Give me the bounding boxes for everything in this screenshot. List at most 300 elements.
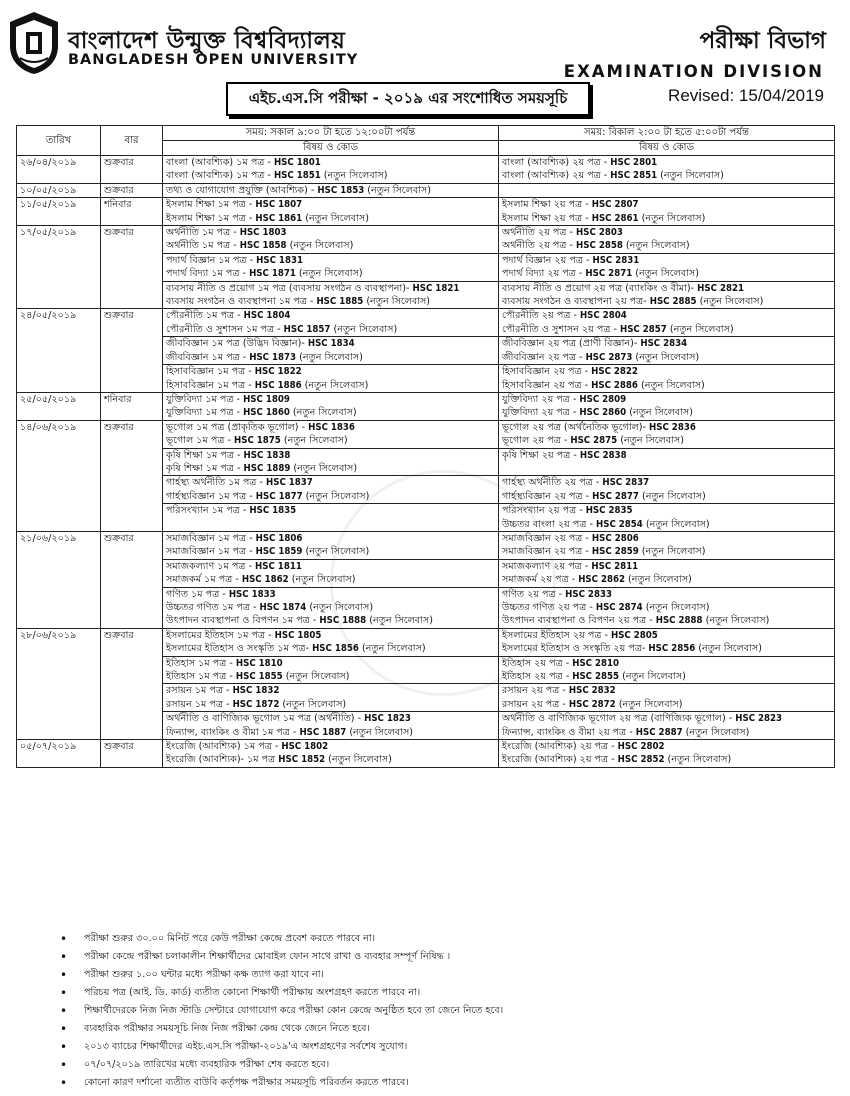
subject-code: HSC 2875 [570, 435, 618, 447]
subject-line [502, 504, 831, 517]
subject-line [166, 614, 495, 627]
subject-line [502, 642, 831, 655]
exam-day: শুক্রবার [101, 156, 163, 184]
subject-name: ইসলামের ইতিহাস ও সংস্কৃতি ১ম পত্র- [166, 643, 313, 655]
syllabus-note: (নতুন সিলেবাস) [638, 546, 706, 558]
revised-date: Revised: 15/04/2019 [668, 86, 824, 105]
subject-name: ইতিহাস ১ম পত্র - [166, 671, 236, 683]
subject-line [166, 282, 495, 295]
subject-name: বাংলা (আবশ্যিক) ২য় পত্র - [502, 170, 611, 182]
subject-code: HSC 1822 [254, 366, 302, 378]
subject-code: HSC 2885 [649, 296, 697, 308]
subject-name: সমাজবিজ্ঞান ২য় পত্র - [502, 546, 592, 558]
subject-name: ইতিহাস ২য় পত্র - [502, 671, 573, 683]
subject-line [166, 629, 495, 642]
subject-name: ব্যবসায় নীতি ও প্রয়োগ ১ম পত্র (ব্যবসায় সংগঠন ও ব্যবস্থাপনা)- [166, 282, 413, 294]
subject-name: রসায়ন ২য় পত্র - [502, 698, 569, 710]
subject-line [166, 393, 495, 406]
subject-name: অর্থনীতি ১ম পত্র - [166, 227, 240, 239]
note-item: • শিক্ষার্থীদেরকে নিজ নিজ স্টাডি সেন্টারে যোগাযোগ করে পরীক্ষা কোন কেন্দ্রে অনুষ্ঠিত হবে তা জেনে নিতে হবে। [60, 1002, 820, 1020]
subject-name: ইসলাম শিক্ষা ১ম পত্র - [166, 199, 256, 211]
syllabus-note: (নতুন সিলেবাস) [320, 170, 388, 182]
subject-code: HSC 1872 [232, 698, 280, 710]
subject-name: ভূগোল ২য় পত্র - [502, 435, 571, 447]
subject-line [502, 560, 831, 573]
subject-name: ভূগোল ১ম পত্র (প্রাকৃতিক ভূগোল) - [166, 421, 309, 433]
note-item: • পরীক্ষা শুরুর ৩০.০০ মিনিট পরে কেউ পরীক্ষা কেন্দ্রে প্রবেশ করতে পারবে না। [60, 930, 820, 948]
subject-line [502, 490, 831, 503]
afternoon-subjects [499, 392, 835, 420]
subject-line [502, 198, 831, 211]
morning-subjects [163, 476, 499, 504]
afternoon-subjects [499, 183, 835, 197]
subject-line [166, 642, 495, 655]
subject-code: HSC 1888 [319, 615, 367, 627]
subject-line [166, 753, 495, 766]
subject-code: HSC 2837 [602, 477, 650, 489]
subject-code: HSC 2832 [568, 685, 616, 697]
table-row [17, 156, 835, 184]
subject-name: পৌরনীতি ২য় পত্র - [502, 310, 580, 322]
subject-name: হিসাববিজ্ঞান ১ম পত্র - [166, 366, 255, 378]
subject-line [502, 323, 831, 336]
exam-date: ১৭/০৫/২০১৯ [17, 226, 101, 309]
subject-line [166, 254, 495, 267]
subject-line [502, 226, 831, 239]
syllabus-note: (নতুন সিলেবাস) [702, 615, 770, 627]
subject-name: ভূগোল ২য় পত্র (অর্থনৈতিক ভূগোল)- [502, 421, 650, 433]
exam-date: ২৮/০৬/২০১৯ [17, 628, 101, 739]
morning-subjects [163, 559, 499, 587]
subject-code: HSC 1831 [256, 254, 303, 266]
subject-code: HSC 2810 [572, 657, 620, 669]
morning-subjects [163, 198, 499, 226]
table-row [17, 226, 835, 254]
subject-line [502, 449, 831, 462]
subject-code: HSC 2822 [591, 366, 638, 378]
subject-code: HSC 1804 [243, 310, 291, 322]
note-item: • পরীক্ষা কেন্দ্রে পরীক্ষা চলাকালীন শিক্ষার্থীদের মোবাইল ফোন সাথে রাখা ও ব্যবহার সম্পূর্ণ নিষিদ্ধ । [60, 948, 820, 966]
subject-code: HSC 2833 [565, 588, 612, 600]
division-name-bangla: পরীক্ষা বিভাগ [699, 28, 826, 54]
column-header-morning: সময়: সকাল ৯:০০ টা হতে ১২:০০টা পর্যন্ত [163, 126, 499, 141]
exam-date: ১৪/০৬/২০১৯ [17, 420, 101, 531]
exam-day: শুক্রবার [101, 309, 163, 392]
subject-name: পদার্থ বিদ্যা ১ম পত্র - [166, 268, 250, 280]
morning-subjects [163, 656, 499, 684]
table-row [17, 628, 835, 656]
subject-name: সমাজকল্যাণ ২য় পত্র - [502, 560, 592, 572]
subject-code: HSC 1859 [255, 546, 303, 558]
morning-subjects [163, 587, 499, 628]
subject-line [502, 379, 831, 392]
subject-code: HSC 1886 [254, 379, 302, 391]
syllabus-note: (নতুন সিলেবাস) [282, 671, 350, 683]
syllabus-note: (নতুন সিলেবাস) [280, 435, 348, 447]
subject-name: জীববিজ্ঞান ১ম পত্র (উদ্ভিদ বিজ্ঞান)- [166, 338, 308, 350]
table-row [17, 183, 835, 197]
subject-code: HSC 2807 [591, 199, 639, 211]
subject-code: HSC 1860 [243, 407, 290, 419]
subject-line [166, 573, 495, 586]
subject-line [166, 421, 495, 434]
subject-name: জীববিজ্ঞান ২য় পত্র - [502, 351, 586, 363]
subject-line [502, 476, 831, 489]
subject-line [166, 156, 495, 169]
subject-name: পদার্থ বিজ্ঞান ১ম পত্র - [166, 254, 257, 266]
afternoon-subjects [499, 156, 835, 184]
subject-name: তথ্য ও যোগাযোগ প্রযুক্তি (আবশ্যিক) - [166, 184, 318, 196]
subject-name: ইসলামের ইতিহাস ২য় পত্র - [502, 629, 611, 641]
syllabus-note: (নতুন সিলেবাস) [288, 574, 356, 586]
subject-code: HSC 2852 [617, 754, 665, 766]
subject-name: সমাজকল্যাণ ১ম পত্র - [166, 560, 256, 572]
subject-name: উৎপাদন ব্যবস্থাপনা ও বিপণন ১ম পত্র - [166, 615, 320, 627]
subject-name: ইতিহাস ১ম পত্র - [166, 657, 236, 669]
subject-code: HSC 2801 [610, 157, 658, 168]
afternoon-subjects [499, 365, 835, 393]
subject-code: HSC 1873 [249, 351, 297, 363]
syllabus-note: (নতুন সিলেবাস) [286, 240, 354, 252]
syllabus-note: (নতুন সিলেবাস) [642, 518, 710, 530]
morning-subjects [163, 281, 499, 309]
afternoon-subjects [499, 309, 835, 337]
subject-code: HSC 2877 [592, 490, 639, 502]
syllabus-note: (নতুন সিলেবাস) [637, 379, 705, 391]
subject-line [502, 169, 831, 182]
exam-date: ২৫/০৫/২০১৯ [17, 392, 101, 420]
subject-name: যুক্তিবিদ্যা ২য় পত্র - [502, 393, 580, 405]
subject-name: কৃষি শিক্ষা ১ম পত্র - [166, 462, 244, 474]
subject-code: HSC 1851 [273, 170, 321, 182]
afternoon-subjects [499, 531, 835, 559]
subject-line [166, 379, 495, 392]
subject-line [502, 657, 831, 670]
subject-line [502, 212, 831, 225]
subject-name: ইংরেজি (আবশ্যিক) ২য় পত্র - [502, 754, 618, 766]
subject-name: অর্থনীতি ২য় পত্র - [502, 240, 577, 252]
subject-name: ইসলামের ইতিহাস ১ম পত্র - [166, 629, 275, 641]
morning-subjects [163, 183, 499, 197]
subject-code: HSC 1852 [278, 754, 326, 766]
subject-line [166, 239, 495, 252]
subject-line [502, 156, 831, 169]
subject-code: HSC 1823 [364, 713, 411, 725]
subject-name: ইংরেজি (আবশ্যিক) ২য় পত্র - [502, 741, 618, 753]
subject-name: অর্থনীতি ও বাণিজ্যিক ভূগোল ২য় পত্র (বাণিজ্যিক ভূগোল) - [502, 713, 736, 725]
subject-code: HSC 1802 [281, 741, 329, 753]
subject-code: HSC 2811 [591, 560, 639, 572]
subject-line [502, 434, 831, 447]
column-header-date: তারিখ [17, 126, 101, 156]
subject-code: HSC 2871 [585, 268, 633, 280]
subject-line [502, 406, 831, 419]
subject-code: HSC 2856 [648, 643, 696, 655]
syllabus-note: (নতুন সিলেবাস) [358, 643, 426, 655]
afternoon-subjects [499, 448, 835, 476]
exam-date: ১০/০৫/২০১৯ [17, 183, 101, 197]
subject-line [166, 295, 495, 308]
afternoon-subjects [499, 420, 835, 448]
subject-code: HSC 2806 [591, 532, 639, 544]
syllabus-note: (নতুন সিলেবাস) [696, 296, 764, 308]
table-row [17, 531, 835, 559]
subject-name: কৃষি শিক্ষা ২য় পত্র - [502, 449, 580, 461]
exam-date: ০৫/০৭/২০১৯ [17, 740, 101, 768]
subject-name: বাংলা (আবশ্যিক) ১ম পত্র - [166, 170, 274, 182]
subject-name: ফিন্যান্স, ব্যাংকিং ও বীমা ১ম পত্র - [166, 726, 300, 738]
afternoon-subjects [499, 281, 835, 309]
subject-name: অর্থনীতি ২য় পত্র - [502, 227, 577, 239]
morning-subjects [163, 628, 499, 656]
subject-name: গার্হস্থ্যবিজ্ঞান ২য় পত্র - [502, 490, 593, 502]
subject-name: হিসাববিজ্ঞান ২য় পত্র - [502, 366, 592, 378]
subject-line [166, 545, 495, 558]
subject-code: HSC 2861 [591, 212, 639, 224]
exam-date: ২১/০৬/২০১৯ [17, 531, 101, 628]
subject-name: পদার্থ বিজ্ঞান ২য় পত্র - [502, 254, 593, 266]
morning-subjects [163, 392, 499, 420]
note-item: • ব্যবহারিক পরীক্ষার সময়সূচি নিজ নিজ পরীক্ষা কেন্দ্র থেকে জেনে নিতে হবে। [60, 1020, 820, 1038]
afternoon-subjects [499, 226, 835, 254]
subject-code: HSC 2821 [697, 282, 744, 294]
subject-name: গার্হস্থ্যবিজ্ঞান ১ম পত্র - [166, 490, 256, 502]
subject-name: ইংরেজি (আবশ্যিক) ১ম পত্র - [166, 741, 282, 753]
subject-line [502, 282, 831, 295]
column-header-afternoon: সময়: বিকাল ২:০০ টা হতে ৫:০০টা পর্যন্ত [499, 126, 835, 141]
syllabus-note: (নতুন সিলেবাস) [657, 170, 724, 182]
subject-code: HSC 1877 [255, 490, 303, 502]
subject-name: যুক্তিবিদ্যা ১ম পত্র - [166, 393, 244, 405]
subject-name: অর্থনীতি ও বাণিজ্যিক ভূগোল ১ম পত্র (অর্থনীতি) - [166, 713, 365, 725]
subject-name: ব্যবসায় সংগঠন ও ব্যবস্থাপনা ১ম পত্র - [166, 296, 317, 308]
subject-line [502, 684, 831, 697]
syllabus-note: (নতুন সিলেবাস) [302, 212, 369, 224]
subject-name: সমাজবিজ্ঞান ২য় পত্র - [502, 532, 592, 544]
syllabus-note: (নতুন সিলেবাস) [638, 212, 706, 224]
document-title: এইচ.এস.সি পরীক্ষা - ২০১৯ এর সংশোধিত সময়সূচি [226, 82, 590, 116]
morning-subjects [163, 531, 499, 559]
subject-name: সমাজকর্ম ১ম পত্র - [166, 574, 242, 586]
syllabus-note: (নতুন সিলেবাস) [363, 296, 431, 308]
page-header [0, 0, 850, 125]
afternoon-subjects [499, 712, 835, 740]
subject-line [166, 560, 495, 573]
subject-code: HSC 1806 [255, 532, 303, 544]
subject-name: উচ্চতর গণিত ১ম পত্র - [166, 602, 260, 613]
subject-code: HSC 2834 [640, 338, 688, 350]
subject-code: HSC 2887 [635, 726, 683, 738]
subject-code: HSC 1811 [255, 560, 302, 572]
subheader-subject-code-morning: বিষয় ও কোড [163, 141, 499, 156]
exam-date: ২৪/০৫/২০১৯ [17, 309, 101, 392]
table-row [17, 420, 835, 448]
note-item: • কোনো কারণ দর্শানো ব্যতীত বাউবি কর্তৃপক্ষ পরীক্ষার সময়সূচি পরিবর্তন করতে পারবে। [60, 1074, 820, 1092]
subject-name: গণিত ১ম পত্র - [166, 588, 229, 600]
subject-code: HSC 2855 [572, 671, 620, 683]
subject-name: পরিসংখ্যান ১ম পত্র - [166, 505, 250, 517]
syllabus-note: (নতুন সিলেবাস) [302, 546, 370, 558]
subject-code: HSC 2872 [568, 698, 616, 710]
table-row [17, 309, 835, 337]
subject-line [166, 309, 495, 322]
subject-code: HSC 2862 [578, 574, 625, 586]
subject-code: HSC 2851 [610, 170, 658, 182]
subject-code: HSC 2886 [591, 379, 638, 391]
subject-code: HSC 1833 [228, 588, 276, 600]
subject-line [502, 337, 831, 350]
subject-name: জীববিজ্ঞান ২য় পত্র (প্রাণী বিজ্ঞান)- [502, 338, 641, 350]
subject-code: HSC 1889 [243, 462, 291, 474]
subject-code: HSC 1838 [243, 449, 291, 461]
exam-day: শুক্রবার [101, 740, 163, 768]
subject-code: HSC 1857 [283, 323, 331, 335]
subject-name: উচ্চতর বাংলা ২য় পত্র - [502, 518, 596, 530]
subject-line [502, 726, 831, 739]
subject-line [502, 588, 831, 601]
afternoon-subjects [499, 337, 835, 365]
subject-name: ফিন্যান্স, ব্যাংকিং ও বীমা ২য় পত্র - [502, 726, 636, 738]
table-row [17, 392, 835, 420]
exam-day: শনিবার [101, 198, 163, 226]
subject-line [166, 267, 495, 280]
subject-name: হিসাববিজ্ঞান ১ম পত্র - [166, 379, 255, 391]
subject-line [166, 323, 495, 336]
subject-code: HSC 1807 [255, 199, 303, 211]
subject-code: HSC 2836 [649, 421, 696, 433]
subject-name: পৌরনীতি ১ম পত্র - [166, 310, 244, 322]
note-item: • ২০১৩ ব্যাচের শিক্ষার্থীদের এইচ.এস.সি পরীক্ষা-২০১৯'এ অংশগ্রহণের সর্বশেষ সুযোগ। [60, 1038, 820, 1056]
syllabus-note: (নতুন সিলেবাস) [695, 643, 763, 655]
subject-line [166, 351, 495, 364]
subject-line [166, 184, 495, 197]
subject-name: ইসলামের ইতিহাস ও সংস্কৃতি ২য় পত্র- [502, 643, 649, 655]
subject-code: HSC 2857 [619, 323, 667, 335]
syllabus-note: (নতুন সিলেবাস) [302, 490, 370, 502]
afternoon-subjects [499, 587, 835, 628]
syllabus-note: (নতুন সিলেবাস) [625, 574, 692, 586]
exam-day: শনিবার [101, 392, 163, 420]
subject-name: ব্যবসায় সংগঠন ও ব্যবস্থাপনা ২য় পত্র- [502, 296, 650, 308]
subject-code: HSC 2823 [735, 713, 783, 725]
subject-line [166, 504, 495, 517]
division-name-english: EXAMINATION DIVISION [563, 62, 824, 81]
morning-subjects [163, 309, 499, 337]
subject-name: উৎপাদন ব্যবস্থাপনা ও বিপণন ২য় পত্র - [502, 615, 656, 627]
university-name-bangla: বাংলাদেশ উন্মুক্ত বিশ্ববিদ্যালয় [68, 28, 346, 54]
subject-code: HSC 1856 [312, 643, 359, 655]
subject-name: বাংলা (আবশ্যিক) ২য় পত্র - [502, 157, 611, 168]
afternoon-subjects [499, 559, 835, 587]
subject-line [502, 351, 831, 364]
subject-name: ভূগোল ১ম পত্র - [166, 435, 234, 447]
subject-code: HSC 2873 [585, 351, 633, 363]
subject-code: HSC 1805 [274, 629, 322, 641]
syllabus-note: (নতুন সিলেবাস) [330, 323, 398, 335]
exam-day: শুক্রবার [101, 226, 163, 309]
morning-subjects [163, 365, 499, 393]
syllabus-note: (নতুন সিলেবাস) [615, 698, 683, 710]
subject-code: HSC 1837 [266, 477, 313, 489]
subject-name: পদার্থ বিদ্যা ২য় পত্র - [502, 268, 586, 280]
afternoon-subjects [499, 504, 835, 532]
subject-line [166, 684, 495, 697]
subject-line [502, 670, 831, 683]
morning-subjects [163, 337, 499, 365]
subject-code: HSC 2859 [591, 546, 639, 558]
syllabus-note: (নতুন সিলেবাস) [642, 602, 710, 613]
syllabus-note: (নতুন সিলেবাস) [301, 379, 369, 391]
subject-name: যুক্তিবিদ্যা ১ম পত্র - [166, 407, 244, 419]
subject-name: পৌরনীতি ও সুশাসন ২য় পত্র - [502, 323, 620, 335]
table-row [17, 740, 835, 768]
subject-name: ইংরেজি (আবশ্যিক)- ১ম পত্র [166, 754, 279, 766]
subject-code: HSC 1835 [249, 505, 297, 517]
subject-line [166, 462, 495, 475]
subject-line [166, 198, 495, 211]
subject-code: HSC 1861 [255, 212, 303, 224]
subject-line [502, 365, 831, 378]
subheader-subject-code-afternoon: বিষয় ও কোড [499, 141, 835, 156]
subject-name: উচ্চতর গণিত ২য় পত্র - [502, 602, 596, 613]
university-name-english: BANGLADESH OPEN UNIVERSITY [68, 52, 359, 68]
afternoon-subjects [499, 476, 835, 504]
subject-line [502, 254, 831, 267]
subject-line [166, 712, 495, 725]
subject-code: HSC 2835 [585, 505, 633, 517]
morning-subjects [163, 420, 499, 448]
note-item: • পরিচয় পত্র (আই. ডি. কার্ড) ব্যতীত কোনো শিক্ষার্থী পরীক্ষায় অংশগ্রহণ করতে পারবে না। [60, 984, 820, 1002]
subject-line [166, 476, 495, 489]
subject-code: HSC 2860 [579, 407, 627, 419]
note-item: • পরীক্ষা শুরুর ১.০০ ঘন্টার মধ্যে পরীক্ষা কক্ষ ত্যাগ করা যাবে না। [60, 966, 820, 984]
table-row [17, 198, 835, 226]
subject-name: রসায়ন ১ম পত্র - [166, 698, 233, 710]
subject-line [166, 588, 495, 601]
subject-code: HSC 2854 [596, 518, 643, 530]
exam-schedule-table [16, 125, 835, 768]
exam-notes-list [60, 930, 820, 1092]
subject-code: HSC 2874 [595, 602, 643, 613]
syllabus-note: (নতুন সিলেবাস) [619, 671, 686, 683]
exam-date: ১১/০৫/২০১৯ [17, 198, 101, 226]
subject-name: ইসলাম শিক্ষা ২য় পত্র - [502, 199, 592, 211]
subject-line [502, 309, 831, 322]
morning-subjects [163, 712, 499, 740]
subject-line [166, 434, 495, 447]
subject-line [166, 670, 495, 683]
subject-line [502, 421, 831, 434]
afternoon-subjects [499, 628, 835, 656]
subject-line [502, 267, 831, 280]
subject-code: HSC 2809 [579, 393, 627, 405]
syllabus-note: (নতুন সিলেবাস) [364, 184, 432, 196]
subject-code: HSC 1809 [243, 393, 290, 405]
morning-subjects [163, 226, 499, 254]
syllabus-note: (নতুন সিলেবাস) [638, 490, 706, 502]
subject-name: বাংলা (আবশ্যিক) ১ম পত্র - [166, 157, 274, 168]
subject-line [166, 490, 495, 503]
morning-subjects [163, 253, 499, 281]
subject-line [502, 753, 831, 766]
subject-line [166, 226, 495, 239]
subject-name: কৃষি শিক্ষা ১ম পত্র - [166, 449, 244, 461]
subject-code: HSC 1858 [239, 240, 287, 252]
subject-name: ইসলাম শিক্ষা ২য় পত্র - [502, 212, 592, 224]
syllabus-note: (নতুন সিলেবাস) [632, 268, 700, 280]
syllabus-note: (নতুন সিলেবাস) [626, 407, 693, 419]
subject-code: HSC 1855 [235, 671, 283, 683]
